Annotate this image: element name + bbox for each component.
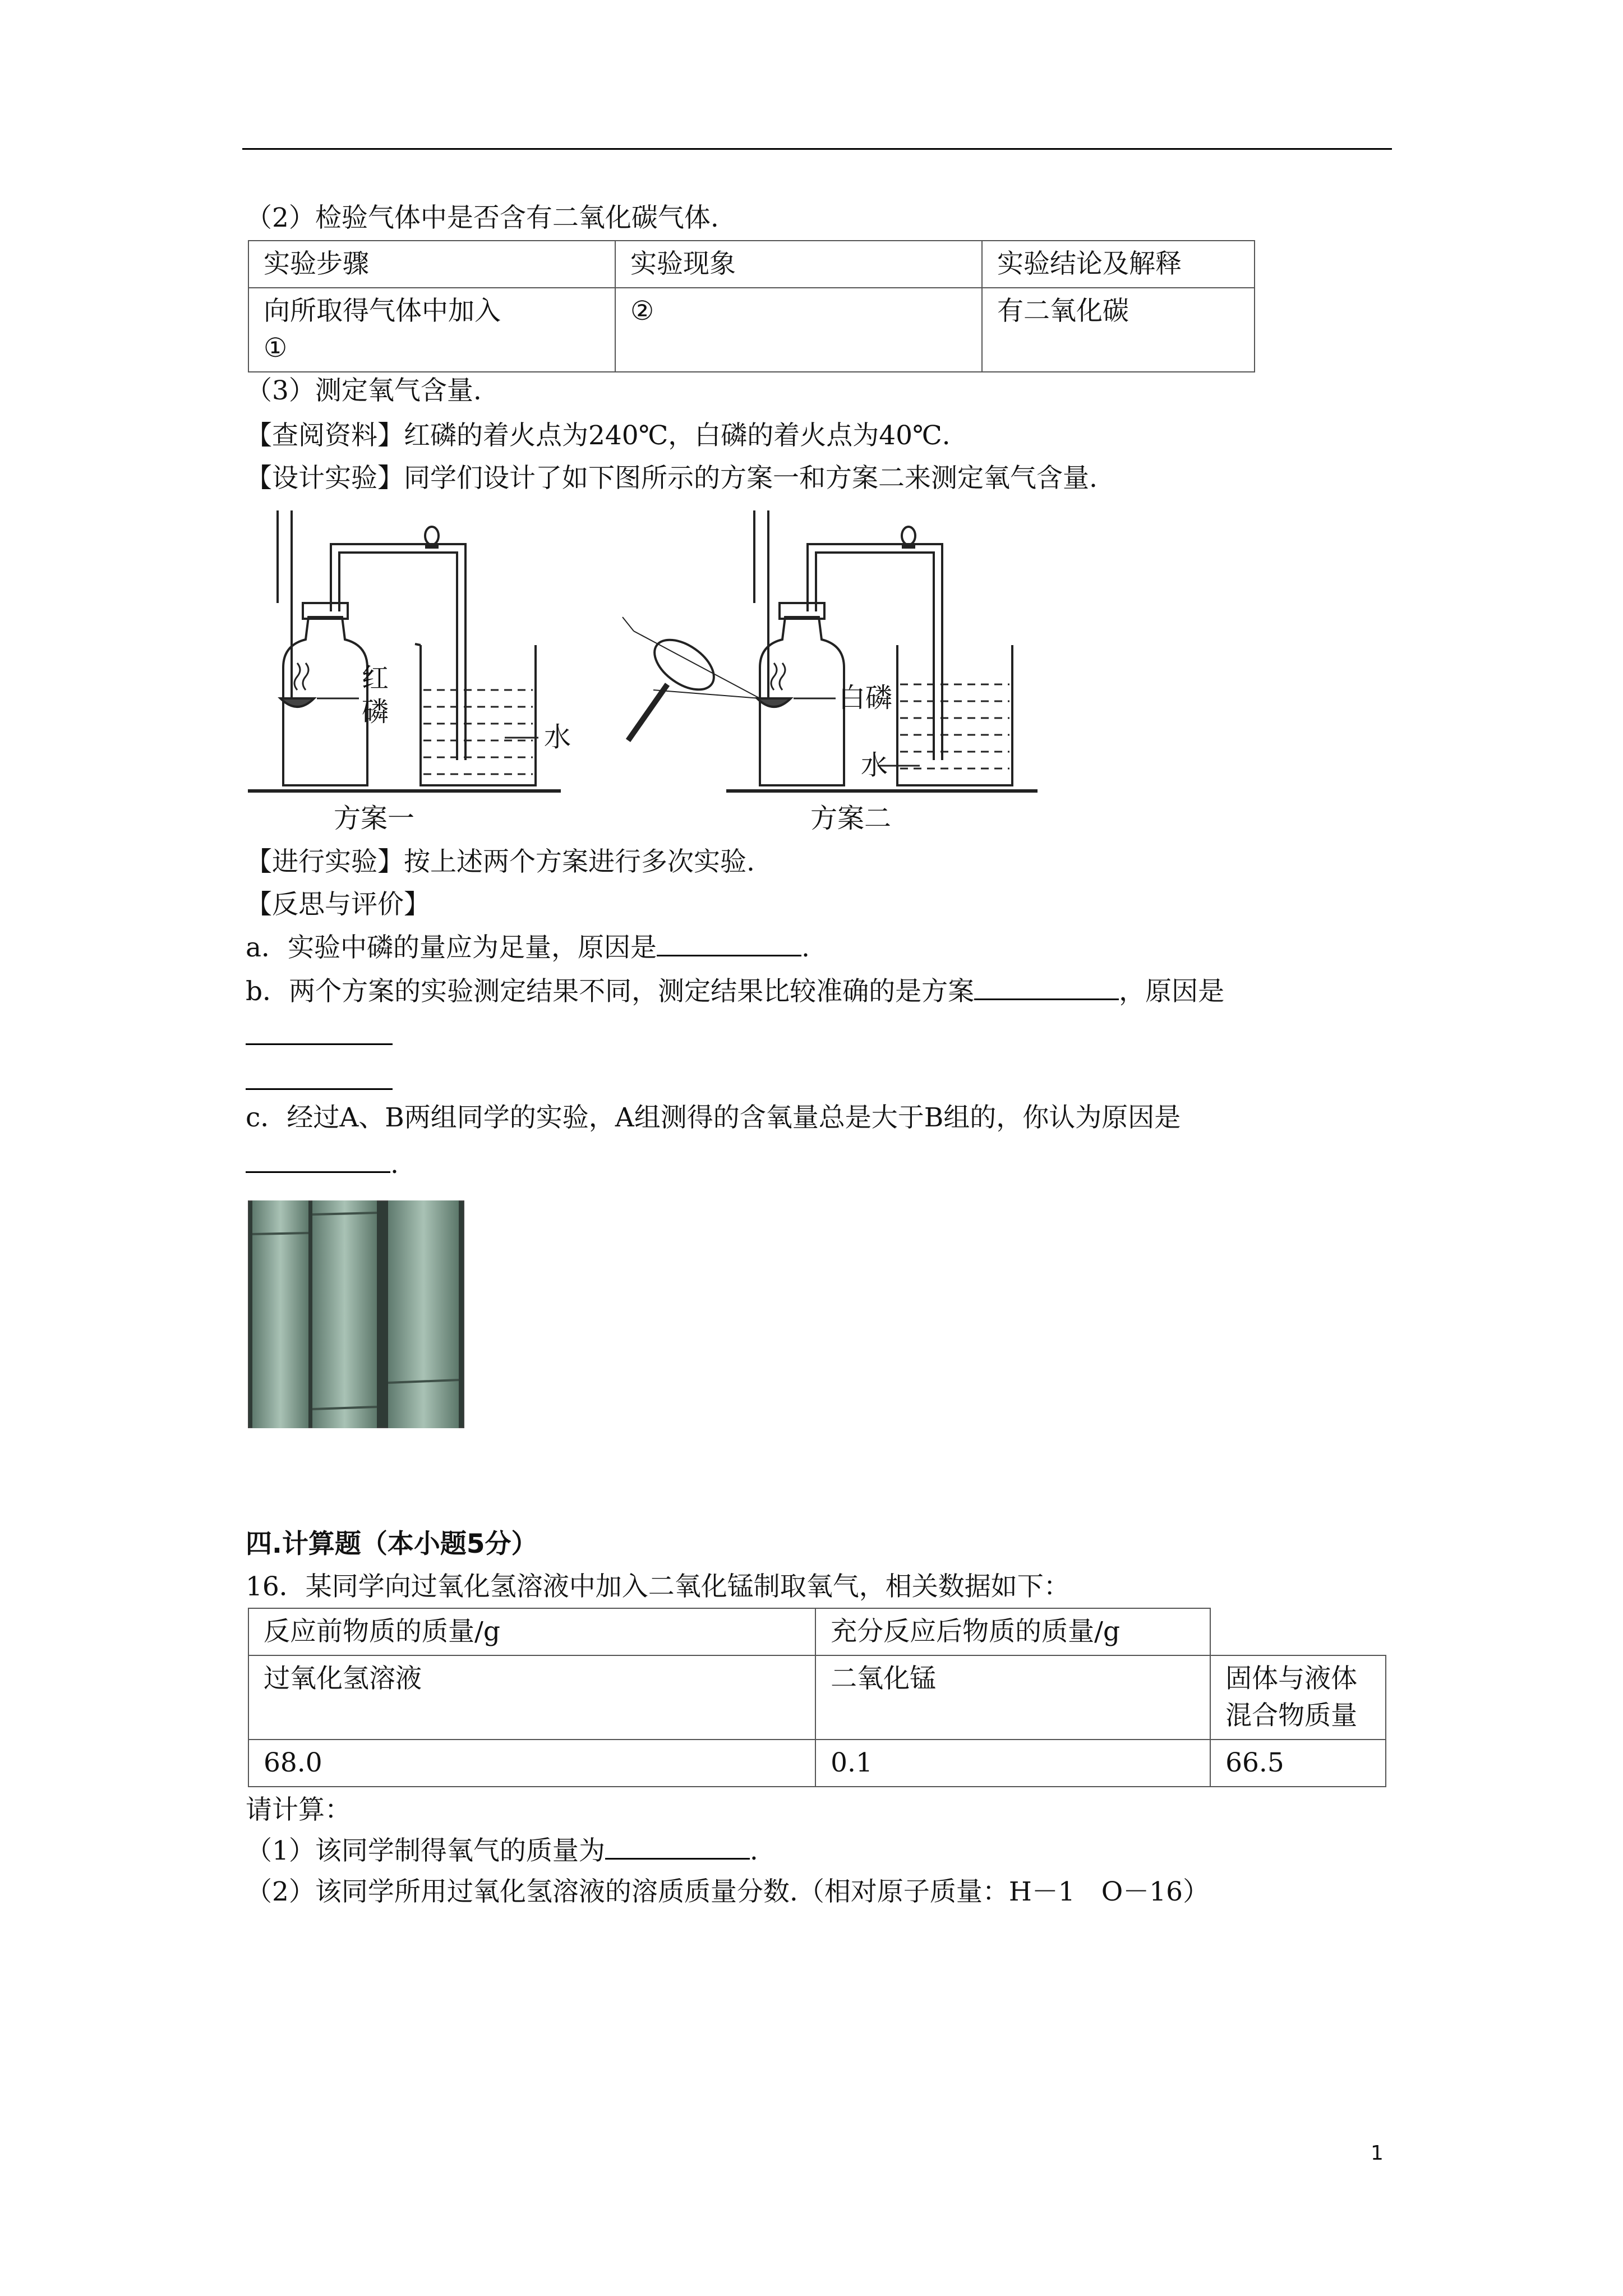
answer-blank-c[interactable]	[246, 1145, 390, 1173]
question-a-text: a．实验中磷的量应为足量，原因是	[246, 932, 657, 963]
reference-text: 【查阅资料】红磷的着火点为240℃，白磷的着火点为40℃.	[246, 420, 951, 451]
answer-blank-b1[interactable]	[974, 973, 1119, 1000]
plan2-caption: 方案二	[810, 803, 892, 834]
header-rule	[242, 148, 1392, 150]
table-cell: ②	[615, 288, 982, 372]
table-cell: 二氧化锰	[815, 1655, 1210, 1740]
question-16: 16．某同学向过氧化氢溶液中加入二氧化锰制取氧气，相关数据如下：	[246, 1571, 1070, 1602]
table-cell: 66.5	[1210, 1740, 1386, 1787]
table-header-cell: 反应前物质的质量/g	[248, 1608, 815, 1655]
calc-question-1-end: .	[749, 1835, 758, 1866]
bamboo-photo	[248, 1200, 464, 1428]
answer-blank-a[interactable]	[657, 929, 801, 956]
answer-blank-b2[interactable]	[246, 1043, 393, 1045]
plan1-caption: 方案一	[334, 803, 415, 834]
table-row	[248, 1608, 1386, 1655]
calc-question-1	[246, 1832, 758, 1870]
water-label-plan2: 水	[861, 749, 888, 781]
table-cell: 向所取得气体中加入 ①	[248, 288, 615, 372]
calc-question-2: （2）该同学所用过氧化氢溶液的溶质质量分数.（相对原子质量：H－1 O－16）	[246, 1876, 1210, 1907]
table-header-cell	[1210, 1608, 1386, 1655]
table-header-cell: 实验结论及解释	[982, 241, 1255, 288]
red-phosphorus-label-2: 磷	[362, 696, 389, 728]
page-number: 1	[1371, 2142, 1384, 2165]
table-row	[248, 1740, 1386, 1787]
table-cell: 过氧化氢溶液	[248, 1655, 815, 1740]
table-row	[248, 1655, 1386, 1740]
co2-test-table	[248, 240, 1255, 372]
question-c-answer	[246, 1145, 399, 1183]
answer-blank-b3[interactable]	[246, 1088, 393, 1090]
apparatus-figure	[241, 505, 1049, 841]
reaction-data-table	[248, 1608, 1386, 1787]
table-cell: 0.1	[815, 1740, 1210, 1787]
table-cell: 有二氧化碳	[982, 288, 1255, 372]
question-a-end: .	[801, 932, 810, 963]
question-b-mid: ，原因是	[1119, 976, 1225, 1007]
table-header-cell: 实验步骤	[248, 241, 615, 288]
conduct-text: 【进行实验】按上述两个方案进行多次实验.	[246, 846, 755, 877]
section-heading-calc: 四.计算题（本小题5分）	[246, 1529, 538, 1559]
question-c-end: .	[390, 1149, 399, 1180]
red-phosphorus-label-1: 红	[362, 662, 389, 694]
part3-title: （3）测定氧气含量.	[246, 375, 482, 406]
table-header-cell: 充分反应后物质的质量/g	[815, 1608, 1210, 1655]
water-label-plan1: 水	[544, 721, 571, 753]
calc-prompt: 请计算：	[246, 1795, 351, 1825]
table-row	[248, 288, 1255, 372]
table-row	[248, 241, 1255, 288]
reflect-heading: 【反思与评价】	[246, 889, 430, 920]
table-cell: 68.0	[248, 1740, 815, 1787]
design-text: 【设计实验】同学们设计了如下图所示的方案一和方案二来测定氧气含量.	[246, 463, 1098, 494]
table-header-cell: 实验现象	[615, 241, 982, 288]
table-cell: 固体与液体 混合物质量	[1210, 1655, 1386, 1740]
calc-question-1-text: （1）该同学制得氧气的质量为	[246, 1835, 605, 1866]
answer-blank-oxygen-mass[interactable]	[605, 1832, 750, 1860]
part2-prompt: （2）检验气体中是否含有二氧化碳气体.	[246, 203, 719, 233]
white-phosphorus-label: 白磷	[838, 682, 893, 714]
question-b	[246, 973, 1224, 1010]
question-a	[246, 929, 810, 967]
question-b-text: b．两个方案的实验测定结果不同，测定结果比较准确的是方案	[246, 976, 975, 1007]
question-c: c．经过A、B两组同学的实验，A组测得的含氧量总是大于B组的，你认为原因是	[246, 1102, 1181, 1133]
